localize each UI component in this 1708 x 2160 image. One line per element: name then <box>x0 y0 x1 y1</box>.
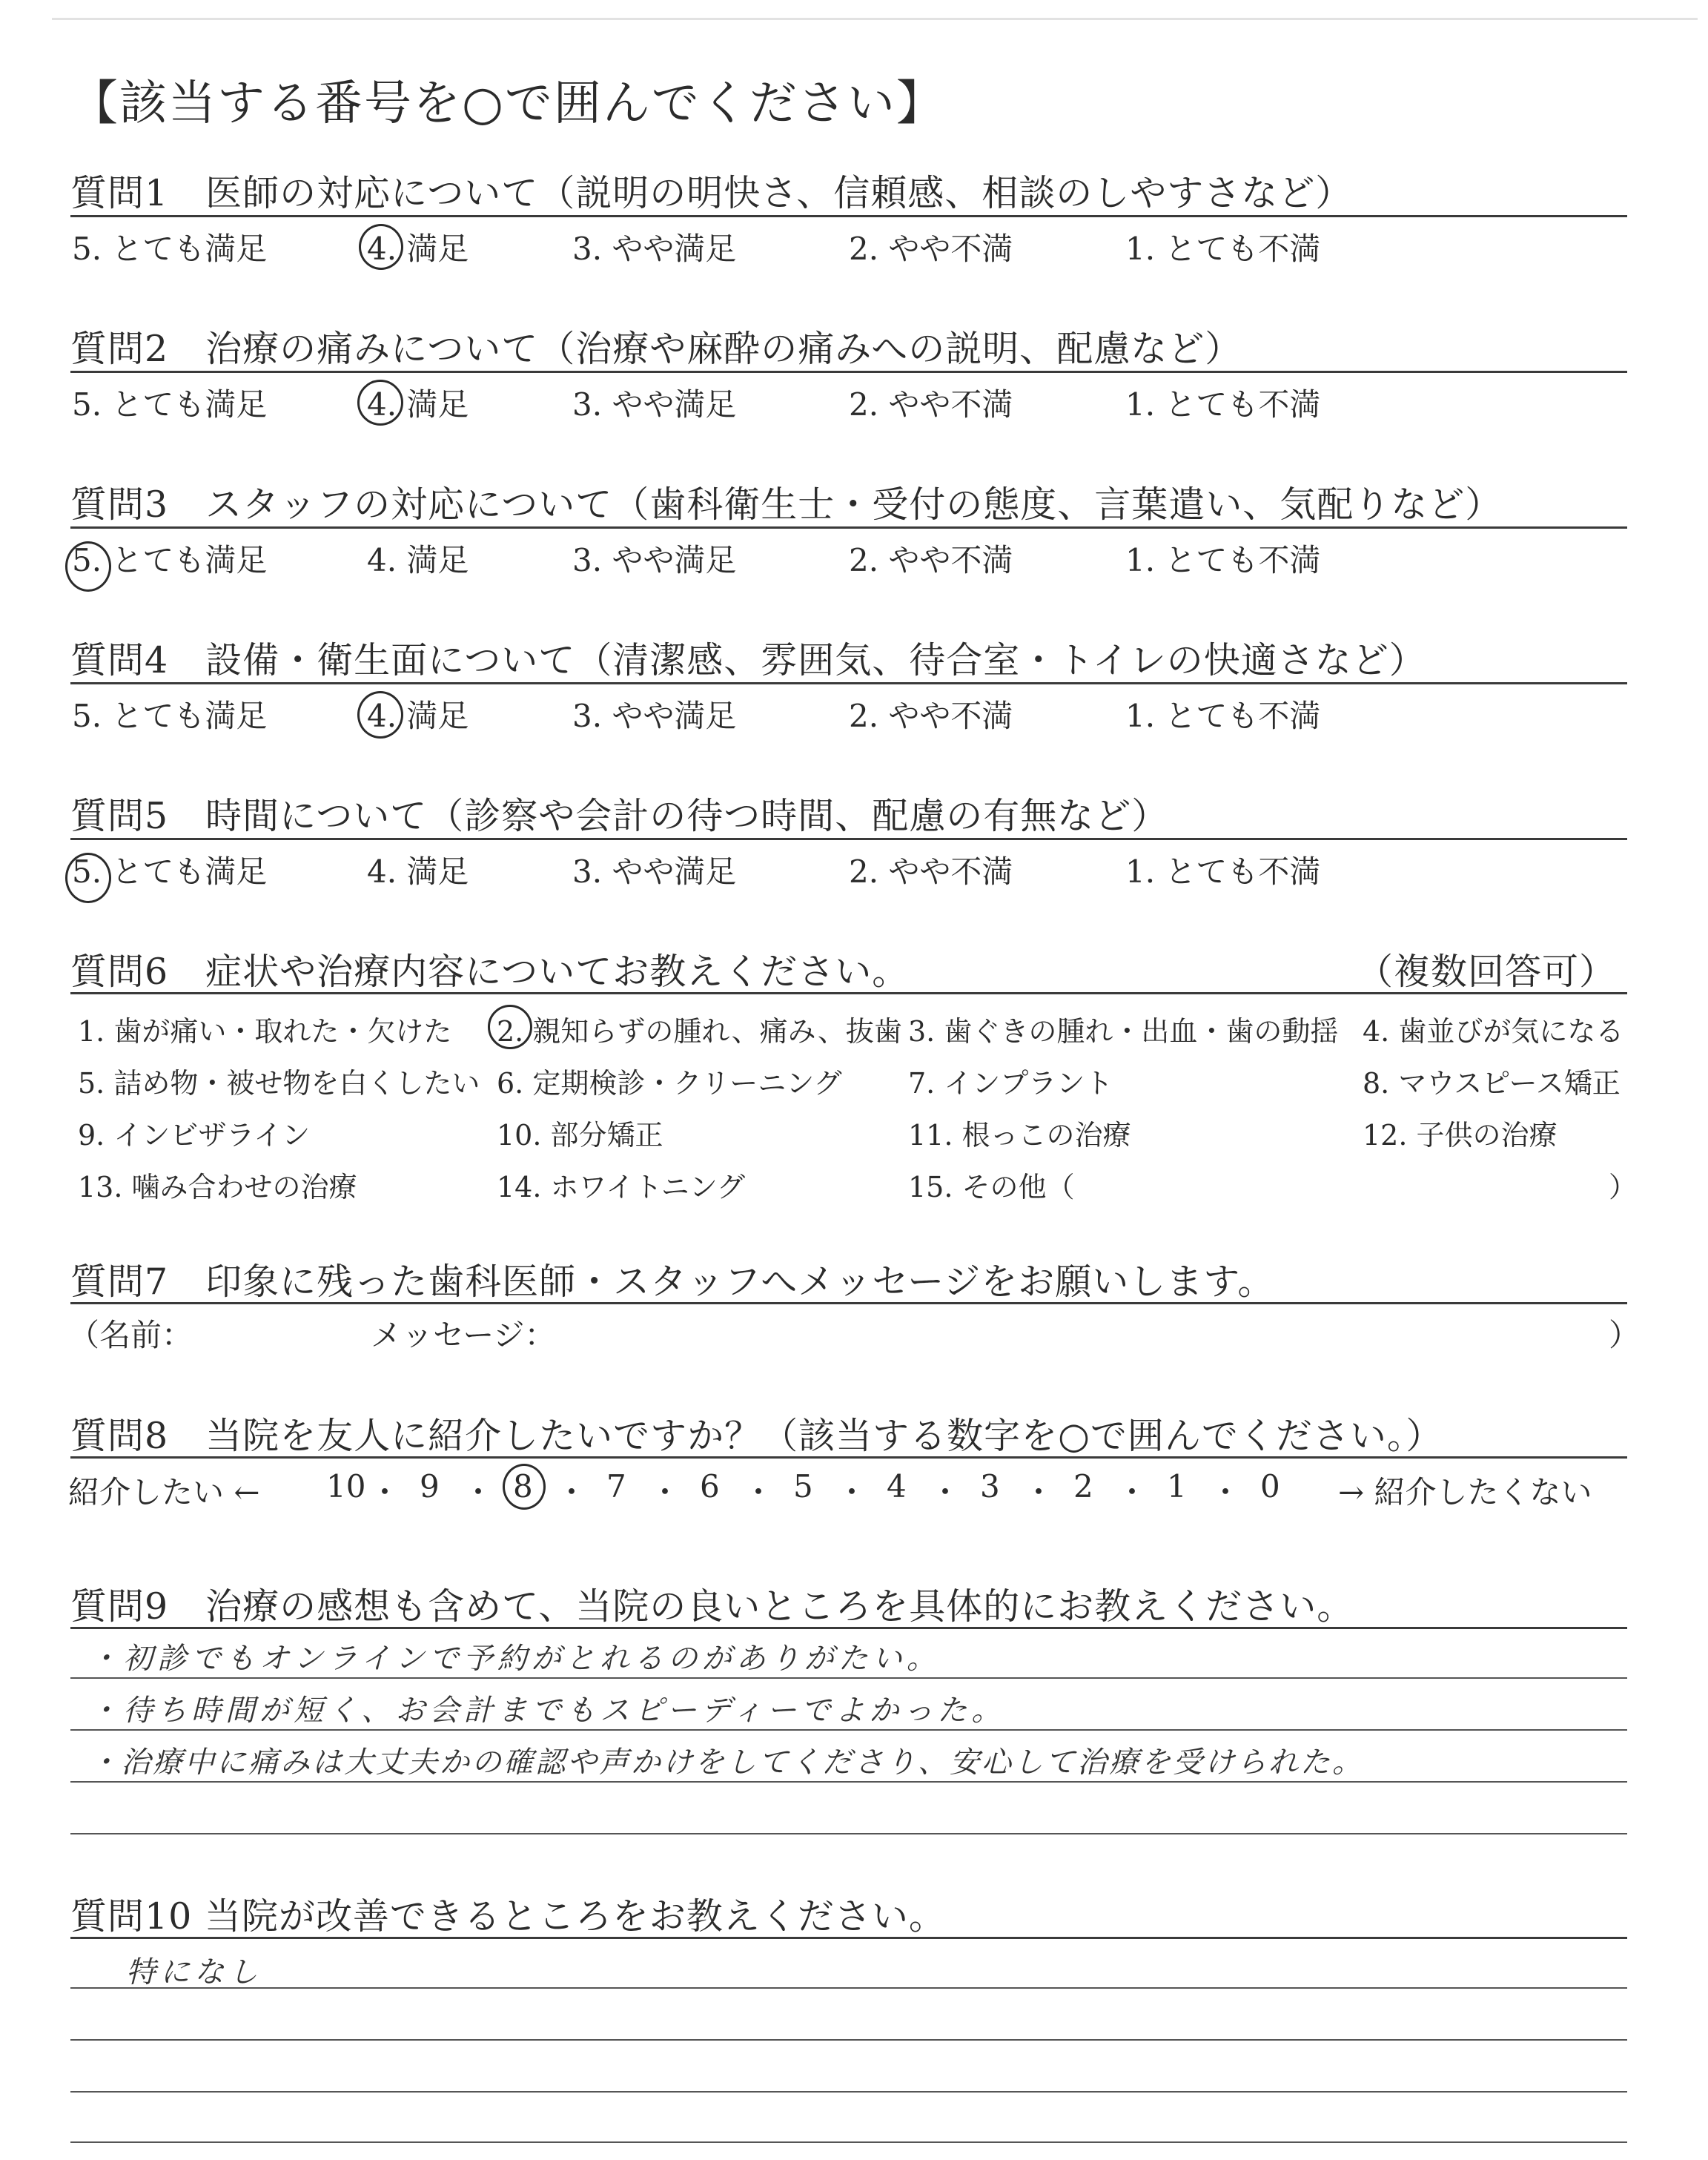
question-6-note: （複数回答可） <box>1357 951 1617 993</box>
q10-answer-line-4 <box>70 2141 1627 2143</box>
q8-scale-value-9[interactable]: 9 <box>420 1468 440 1505</box>
q8-scale-value-7[interactable]: 7 <box>606 1468 626 1505</box>
q6-option-1[interactable]: 1. 歯が痛い・取れた・欠けた <box>78 1015 452 1048</box>
q2-option-3[interactable]: 3. やや満足 <box>572 386 737 423</box>
q6-option-8[interactable]: 8. マウスピース矯正 <box>1363 1067 1621 1100</box>
q8-scale-value-3[interactable]: 3 <box>980 1468 1000 1505</box>
q6-option-14[interactable]: 14. ホワイトニング <box>497 1171 746 1203</box>
question-2-title: 質問2 治療の痛みについて（治療や麻酔の痛みへの説明、配慮など） <box>70 328 1242 370</box>
q6-option-13[interactable]: 13. 噛み合わせの治療 <box>78 1171 357 1203</box>
question-1-rule <box>70 215 1627 217</box>
q6-option-3[interactable]: 3. 歯ぐきの腫れ・出血・歯の動揺 <box>908 1015 1339 1048</box>
q5-option-2[interactable]: 2. やや不満 <box>849 853 1013 890</box>
question-10-rule <box>70 1937 1627 1939</box>
q9-answer-line-4 <box>70 1833 1627 1834</box>
question-7-title: 質問7 印象に残った歯科医師・スタッフへメッセージをお願いします。 <box>70 1261 1275 1303</box>
q8-scale-value-1[interactable]: 1 <box>1167 1468 1187 1505</box>
q9-answer-line-2 <box>70 1729 1627 1731</box>
q1-option-2[interactable]: 2. やや不満 <box>849 231 1013 267</box>
q8-scale-separator: ・ <box>930 1474 961 1510</box>
q8-scale-value-8[interactable]: 8 <box>513 1468 533 1505</box>
question-10-title: 質問10 当院が改善できるところをお教えください。 <box>70 1895 946 1938</box>
q8-scale-separator: ・ <box>1116 1474 1148 1510</box>
q6-option-10[interactable]: 10. 部分矯正 <box>497 1119 663 1152</box>
q6-option-12[interactable]: 12. 子供の治療 <box>1363 1119 1558 1152</box>
q6-option-2[interactable]: 2. 親知らずの腫れ、痛み、抜歯 <box>497 1015 902 1048</box>
q9-answer-1: ・初診でもオンラインで予約がとれるのがありがたい。 <box>89 1642 941 1676</box>
q3-option-5[interactable]: 5. とても満足 <box>72 542 268 578</box>
q8-left-label: 紹介したい ← <box>68 1474 260 1510</box>
q4-option-4[interactable]: 4. 満足 <box>367 698 469 734</box>
q6-option-4[interactable]: 4. 歯並びが気になる <box>1363 1015 1624 1048</box>
question-8-title: 質問8 当院を友人に紹介したいですか？（該当する数字を○で囲んでください。） <box>70 1415 1443 1457</box>
q5-option-5[interactable]: 5. とても満足 <box>72 853 268 890</box>
q2-option-2[interactable]: 2. やや不満 <box>849 386 1013 423</box>
q8-scale-separator: ・ <box>556 1474 588 1510</box>
q6-option-5[interactable]: 5. 詰め物・被せ物を白くしたい <box>78 1067 480 1100</box>
q7-message-label: メッセージ： <box>371 1317 556 1353</box>
q6-selection-circle <box>488 1005 532 1049</box>
q6-option-7[interactable]: 7. インプラント <box>908 1067 1113 1100</box>
q3-option-3[interactable]: 3. やや満足 <box>572 542 737 578</box>
question-5-title: 質問5 時間について（診察や会計の待つ時間、配慮の有無など） <box>70 795 1169 837</box>
q9-answer-2: ・待ち時間が短く、お会計までもスピーディーでよかった。 <box>89 1694 1006 1728</box>
q3-option-2[interactable]: 2. やや不満 <box>849 542 1013 578</box>
q5-option-4[interactable]: 4. 満足 <box>367 853 469 890</box>
question-3-rule <box>70 526 1627 529</box>
question-6-rule <box>70 992 1627 994</box>
q8-scale-value-0[interactable]: 0 <box>1260 1468 1280 1505</box>
q8-scale-value-4[interactable]: 4 <box>887 1468 907 1505</box>
q2-option-5[interactable]: 5. とても満足 <box>72 386 268 423</box>
question-1-title: 質問1 医師の対応について（説明の明快さ、信頼感、相談のしやすさなど） <box>70 172 1353 214</box>
q2-option-4[interactable]: 4. 満足 <box>367 386 469 423</box>
q8-scale-value-5[interactable]: 5 <box>793 1468 813 1505</box>
q9-answer-3: ・治療中に痛みは大丈夫かの確認や声かけをしてくださり、安心して治療を受けられた。 <box>89 1745 1364 1780</box>
q5-selection-circle <box>65 853 111 903</box>
q2-option-1[interactable]: 1. とても不満 <box>1125 386 1321 423</box>
q9-answer-line-3 <box>70 1781 1627 1783</box>
question-2-rule <box>70 371 1627 373</box>
q10-answer-line-2 <box>70 2039 1627 2041</box>
q8-scale-value-2[interactable]: 2 <box>1073 1468 1093 1505</box>
q6-option-9[interactable]: 9. インビザライン <box>78 1119 311 1152</box>
q1-option-1[interactable]: 1. とても不満 <box>1125 231 1321 267</box>
q8-scale-value-6[interactable]: 6 <box>700 1468 720 1505</box>
q10-answer-line-3 <box>70 2091 1627 2093</box>
q4-option-1[interactable]: 1. とても不満 <box>1125 698 1321 734</box>
q8-right-label: → 紹介したくない <box>1338 1474 1592 1510</box>
q8-scale-separator: ・ <box>649 1474 681 1510</box>
q8-scale-separator: ・ <box>1023 1474 1055 1510</box>
q8-scale-separator: ・ <box>1210 1474 1242 1510</box>
question-3-title: 質問3 スタッフの対応について（歯科衛生士・受付の態度、言葉遣い、気配りなど） <box>70 483 1503 526</box>
q10-answer-line-1 <box>70 1987 1627 1989</box>
q4-option-5[interactable]: 5. とても満足 <box>72 698 268 734</box>
q8-scale-separator: ・ <box>743 1474 775 1510</box>
q8-scale-separator: ・ <box>836 1474 868 1510</box>
q6-option-15[interactable]: 15. その他（ <box>908 1171 1075 1203</box>
q4-option-2[interactable]: 2. やや不満 <box>849 698 1013 734</box>
q5-option-3[interactable]: 3. やや満足 <box>572 853 737 890</box>
q5-option-1[interactable]: 1. とても不満 <box>1125 853 1321 890</box>
question-4-rule <box>70 682 1627 684</box>
question-9-rule <box>70 1627 1627 1629</box>
q4-selection-circle <box>357 691 403 739</box>
q9-answer-line-1 <box>70 1677 1627 1679</box>
q6-option-11[interactable]: 11. 根っこの治療 <box>908 1119 1131 1152</box>
q7-close-paren: ） <box>1609 1317 1641 1353</box>
q1-option-4[interactable]: 4. 満足 <box>367 231 469 267</box>
q1-selection-circle <box>359 224 403 270</box>
q3-selection-circle <box>65 541 111 592</box>
q8-selection-circle <box>503 1464 546 1510</box>
q2-selection-circle <box>357 380 403 426</box>
q8-scale-value-10[interactable]: 10 <box>326 1468 366 1505</box>
question-4-title: 質問4 設備・衛生面について（清潔感、雰囲気、待合室・トイレの快適さなど） <box>70 639 1426 681</box>
q7-name-label: （名前： <box>68 1317 193 1353</box>
q10-answer-1: 特になし <box>126 1955 262 1989</box>
question-6-title: 質問6 症状や治療内容についてお教えください。 <box>70 951 910 993</box>
question-9-title: 質問9 治療の感想も含めて、当院の良いところを具体的にお教えください。 <box>70 1585 1354 1628</box>
q1-option-5[interactable]: 5. とても満足 <box>72 231 268 267</box>
form-header: 【該当する番号を○で囲んでください】 <box>70 76 945 131</box>
q6-option-6[interactable]: 6. 定期検診・クリーニング <box>497 1067 842 1100</box>
q3-option-1[interactable]: 1. とても不満 <box>1125 542 1321 578</box>
q3-option-4[interactable]: 4. 満足 <box>367 542 469 578</box>
question-8-rule <box>70 1456 1627 1459</box>
q8-scale-separator: ・ <box>369 1474 401 1510</box>
question-7-rule <box>70 1302 1627 1304</box>
top-edge-line <box>52 18 1698 20</box>
question-5-rule <box>70 838 1627 840</box>
q8-scale-separator: ・ <box>463 1474 494 1510</box>
q1-option-3[interactable]: 3. やや満足 <box>572 231 737 267</box>
q6-option-15-close: ） <box>1609 1171 1638 1203</box>
q4-option-3[interactable]: 3. やや満足 <box>572 698 737 734</box>
